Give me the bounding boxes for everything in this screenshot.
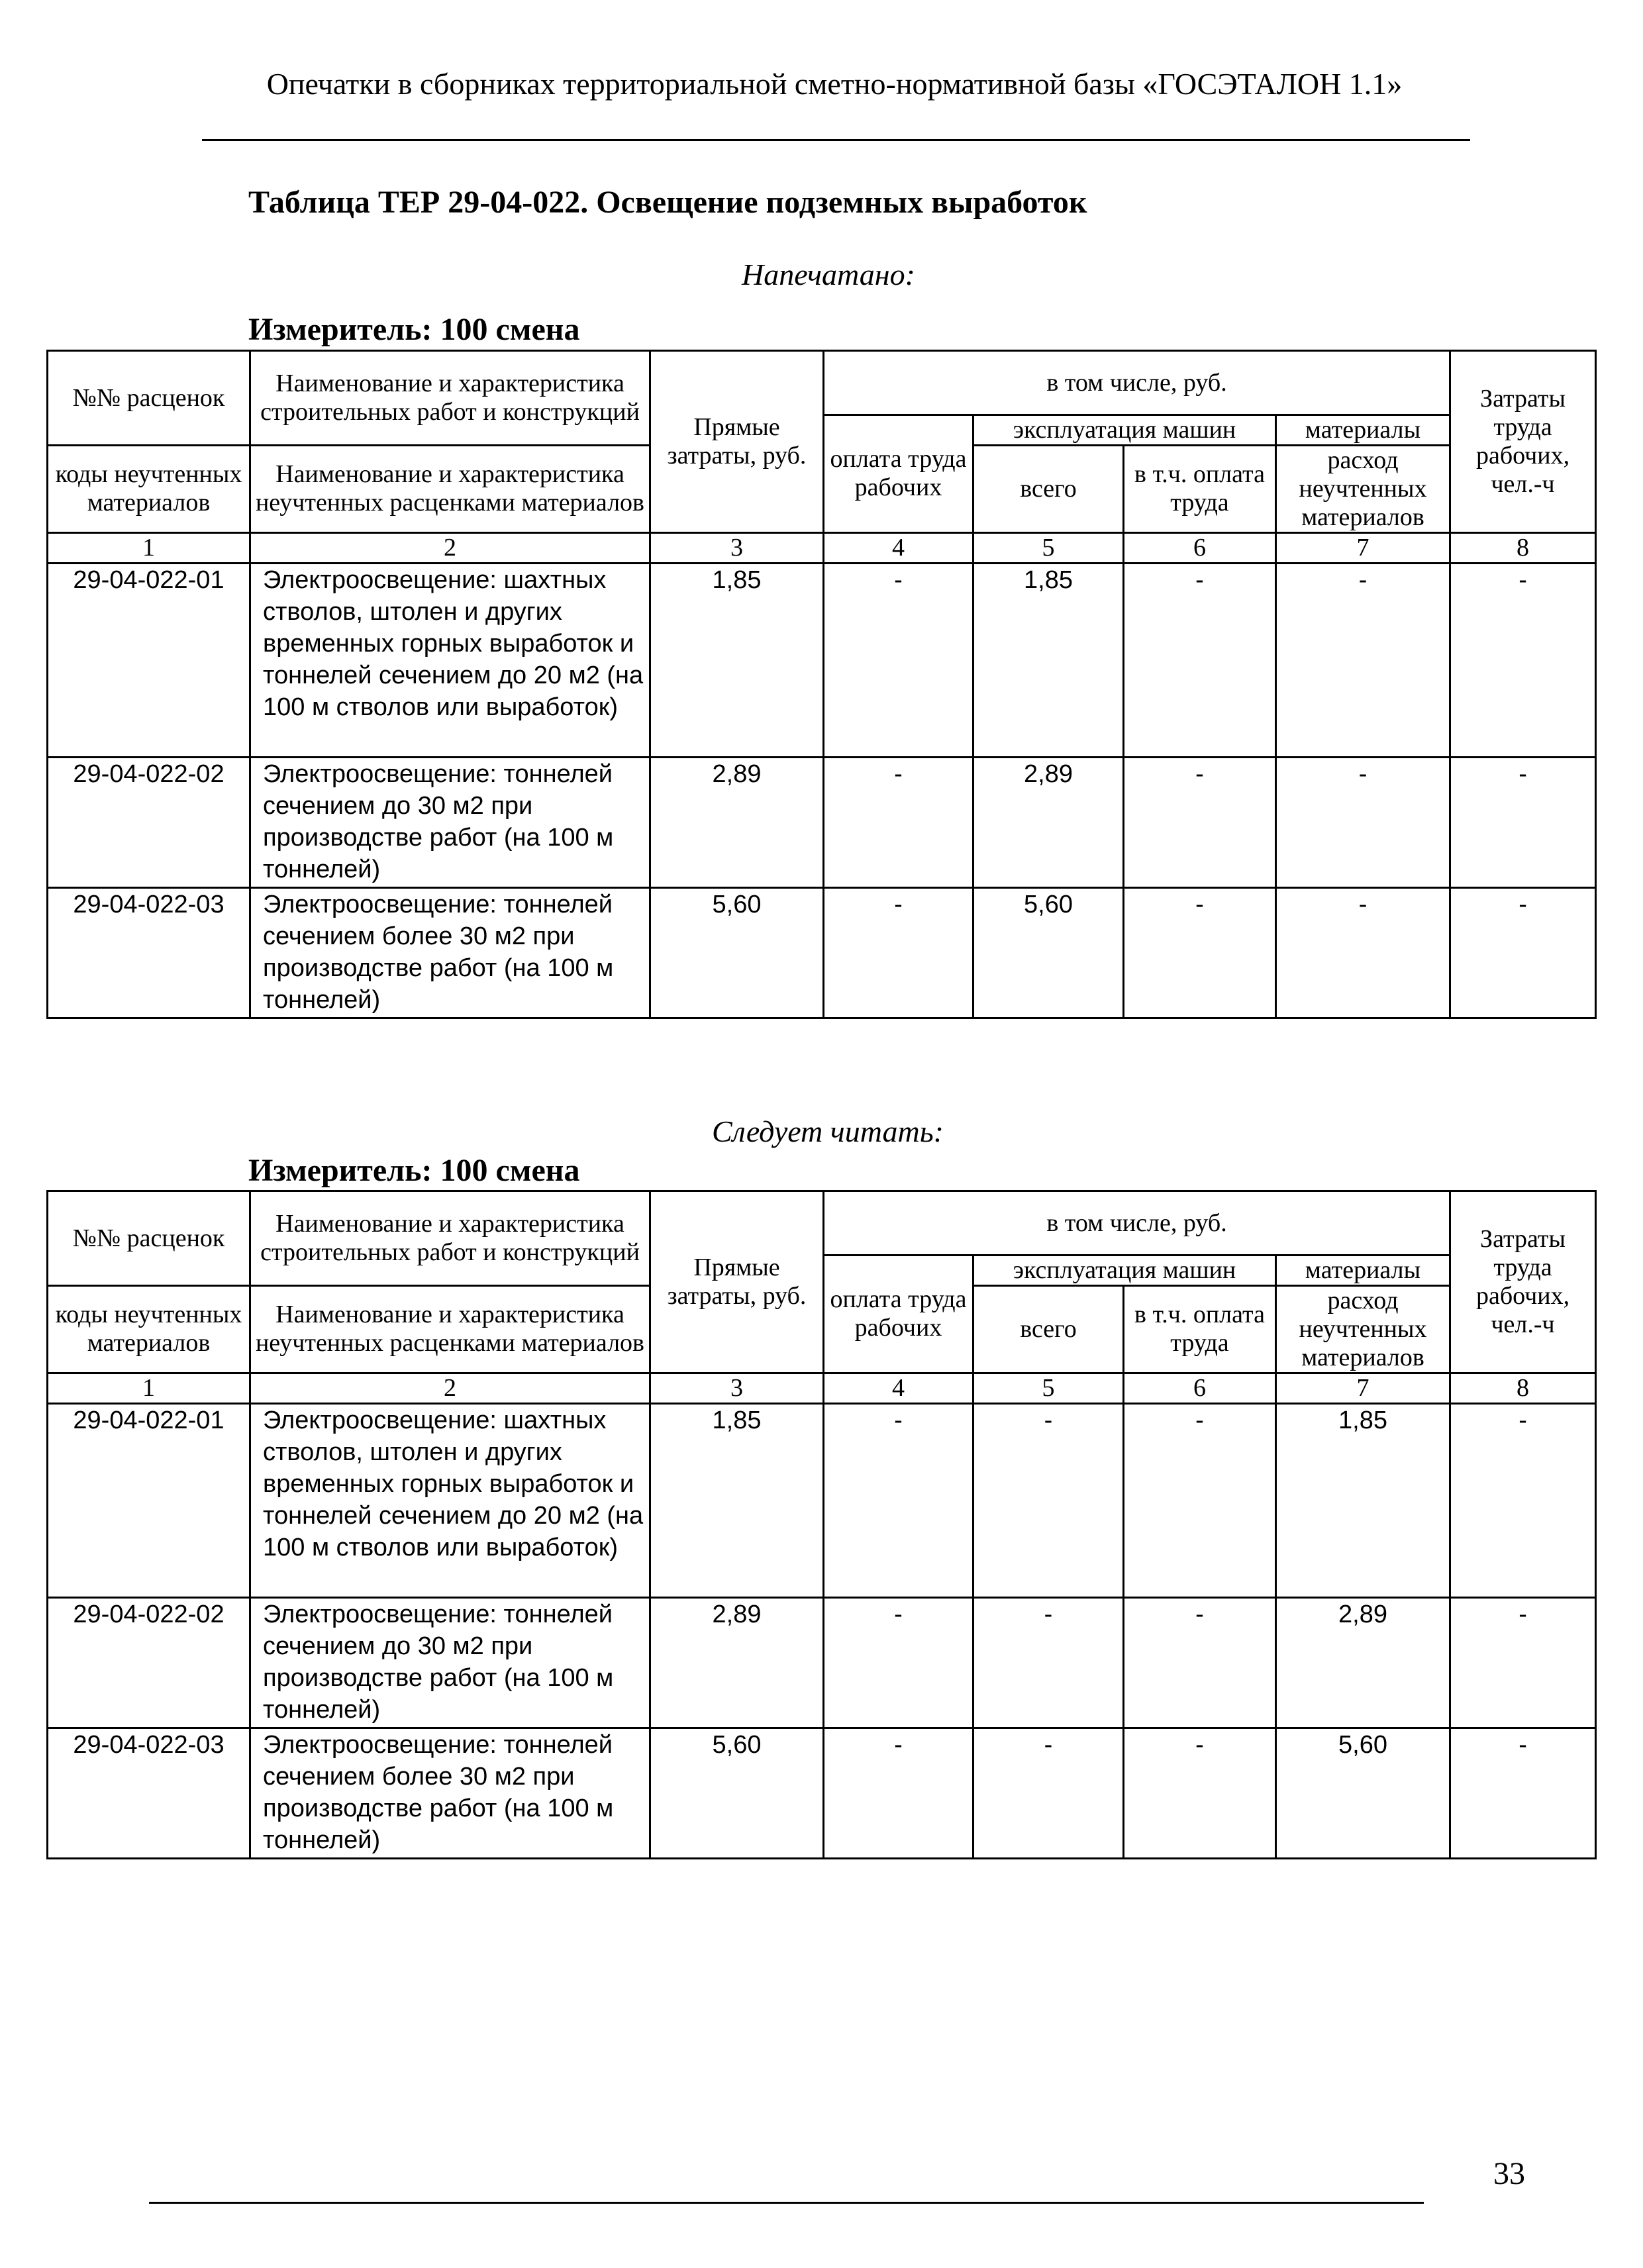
- work-name: Электроосвещение: шахтных стволов, штолен и других временных горных выработок и тоннелей сечением до 20 м2 (на 100 м стволов или выработок): [250, 1403, 650, 1597]
- materials: 5,60: [1276, 1728, 1450, 1858]
- col-labor-costs: Затраты труда рабочих, чел.-ч: [1450, 351, 1596, 533]
- corrected-caption: Следует читать:: [712, 1114, 944, 1148]
- col-materials-consumption: расход неучтенных материалов: [1276, 445, 1450, 532]
- work-name: Электроосвещение: шахтных стволов, штолен и других временных горных выработок и тоннелей сечением до 20 м2 (на 100 м стволов или выработок): [250, 563, 650, 757]
- labor-costs: -: [1450, 1597, 1596, 1728]
- work-name: Электроосвещение: тоннелей сечением более 30 м2 при производстве работ (на 100 м тоннелей): [250, 887, 650, 1018]
- col-number: 8: [1450, 1373, 1596, 1403]
- rate-code: 29-04-022-02: [48, 1597, 250, 1728]
- direct-costs: 2,89: [650, 757, 824, 887]
- labor-costs: -: [1450, 1403, 1596, 1597]
- col-number: 2: [250, 532, 650, 563]
- col-unaccounted-codes: коды неучтенных материалов: [48, 1285, 250, 1373]
- col-number: 1: [48, 532, 250, 563]
- col-machine-operation: эксплуатация машин: [973, 415, 1276, 446]
- running-title: Опечатки в сборниках территориальной сметно-нормативной базы «ГОСЭТАЛОН 1.1»: [266, 67, 1403, 101]
- machine-total: -: [973, 1403, 1124, 1597]
- rate-code: 29-04-022-01: [48, 1403, 250, 1597]
- col-including: в том числе, руб.: [824, 351, 1450, 415]
- header-rule: [202, 139, 1470, 141]
- col-machine-operation: эксплуатация машин: [973, 1256, 1276, 1286]
- table-title: Таблица ТЕР 29-04-022. Освещение подземных выработок: [248, 185, 1087, 220]
- col-rate-numbers: №№ расценок: [48, 351, 250, 446]
- labor-pay: -: [824, 887, 973, 1018]
- materials: -: [1276, 757, 1450, 887]
- col-labor-costs: Затраты труда рабочих, чел.-ч: [1450, 1191, 1596, 1373]
- machine-total: 1,85: [973, 563, 1124, 757]
- col-materials: материалы: [1276, 1256, 1450, 1286]
- printed-table: [46, 350, 1597, 1019]
- labor-pay: -: [824, 1597, 973, 1728]
- labor-pay: -: [824, 563, 973, 757]
- col-unaccounted-name: Наименование и характеристика неучтенных расценками материалов: [250, 1285, 650, 1373]
- col-number: 3: [650, 1373, 824, 1403]
- col-number: 4: [824, 532, 973, 563]
- machine-labor: -: [1124, 563, 1276, 757]
- col-number: 4: [824, 1373, 973, 1403]
- col-machine-labor: в т.ч. оплата труда: [1124, 1285, 1276, 1373]
- col-direct-costs: Прямые затраты, руб.: [650, 1191, 824, 1373]
- machine-labor: -: [1124, 1597, 1276, 1728]
- col-number: 2: [250, 1373, 650, 1403]
- col-number: 8: [1450, 532, 1596, 563]
- machine-total: 5,60: [973, 887, 1124, 1018]
- labor-costs: -: [1450, 563, 1596, 757]
- col-number: 3: [650, 532, 824, 563]
- machine-labor: -: [1124, 757, 1276, 887]
- direct-costs: 5,60: [650, 887, 824, 1018]
- labor-costs: -: [1450, 887, 1596, 1018]
- rate-code: 29-04-022-03: [48, 1728, 250, 1858]
- col-number: 6: [1124, 532, 1276, 563]
- col-direct-costs: Прямые затраты, руб.: [650, 351, 824, 533]
- labor-costs: -: [1450, 1728, 1596, 1858]
- printed-caption: Напечатано:: [742, 258, 915, 291]
- materials: -: [1276, 887, 1450, 1018]
- labor-pay: -: [824, 1728, 973, 1858]
- machine-labor: -: [1124, 887, 1276, 1018]
- col-materials-consumption: расход неучтенных материалов: [1276, 1285, 1450, 1373]
- table-row: [48, 1403, 1596, 1597]
- col-rate-numbers: №№ расценок: [48, 1191, 250, 1286]
- col-machine-labor: в т.ч. оплата труда: [1124, 445, 1276, 532]
- col-labor-pay: оплата труда рабочих: [824, 415, 973, 533]
- col-machine-total: всего: [973, 445, 1124, 532]
- rate-code: 29-04-022-01: [48, 563, 250, 757]
- col-number: 1: [48, 1373, 250, 1403]
- col-materials: материалы: [1276, 415, 1450, 446]
- materials: 2,89: [1276, 1597, 1450, 1728]
- table-row: [48, 757, 1596, 887]
- col-work-name: Наименование и характеристика строительных работ и конструкций: [250, 351, 650, 446]
- corrected-table: [46, 1190, 1597, 1859]
- direct-costs: 2,89: [650, 1597, 824, 1728]
- printed-meter: Измеритель: 100 смена: [248, 312, 580, 347]
- col-number: 5: [973, 1373, 1124, 1403]
- machine-total: 2,89: [973, 757, 1124, 887]
- labor-costs: -: [1450, 757, 1596, 887]
- rate-code: 29-04-022-02: [48, 757, 250, 887]
- work-name: Электроосвещение: тоннелей сечением более 30 м2 при производстве работ (на 100 м тоннелей): [250, 1728, 650, 1858]
- footer-rule: [149, 2202, 1424, 2204]
- col-including: в том числе, руб.: [824, 1191, 1450, 1256]
- table-row: [48, 1728, 1596, 1858]
- direct-costs: 1,85: [650, 563, 824, 757]
- direct-costs: 1,85: [650, 1403, 824, 1597]
- col-work-name: Наименование и характеристика строительных работ и конструкций: [250, 1191, 650, 1286]
- col-number: 7: [1276, 1373, 1450, 1403]
- corrected-meter: Измеритель: 100 смена: [248, 1153, 580, 1188]
- table-row: [48, 887, 1596, 1018]
- col-number: 5: [973, 532, 1124, 563]
- table-row: [48, 563, 1596, 757]
- page-number: 33: [1493, 2156, 1525, 2191]
- machine-total: -: [973, 1597, 1124, 1728]
- work-name: Электроосвещение: тоннелей сечением до 30 м2 при производстве работ (на 100 м тоннелей): [250, 1597, 650, 1728]
- col-unaccounted-name: Наименование и характеристика неучтенных расценками материалов: [250, 445, 650, 532]
- col-number: 7: [1276, 532, 1450, 563]
- col-unaccounted-codes: коды неучтенных материалов: [48, 445, 250, 532]
- materials: 1,85: [1276, 1403, 1450, 1597]
- col-machine-total: всего: [973, 1285, 1124, 1373]
- col-labor-pay: оплата труда рабочих: [824, 1256, 973, 1373]
- labor-pay: -: [824, 1403, 973, 1597]
- machine-total: -: [973, 1728, 1124, 1858]
- labor-pay: -: [824, 757, 973, 887]
- materials: -: [1276, 563, 1450, 757]
- machine-labor: -: [1124, 1728, 1276, 1858]
- direct-costs: 5,60: [650, 1728, 824, 1858]
- table-row: [48, 1597, 1596, 1728]
- col-number: 6: [1124, 1373, 1276, 1403]
- machine-labor: -: [1124, 1403, 1276, 1597]
- work-name: Электроосвещение: тоннелей сечением до 30 м2 при производстве работ (на 100 м тоннелей): [250, 757, 650, 887]
- rate-code: 29-04-022-03: [48, 887, 250, 1018]
